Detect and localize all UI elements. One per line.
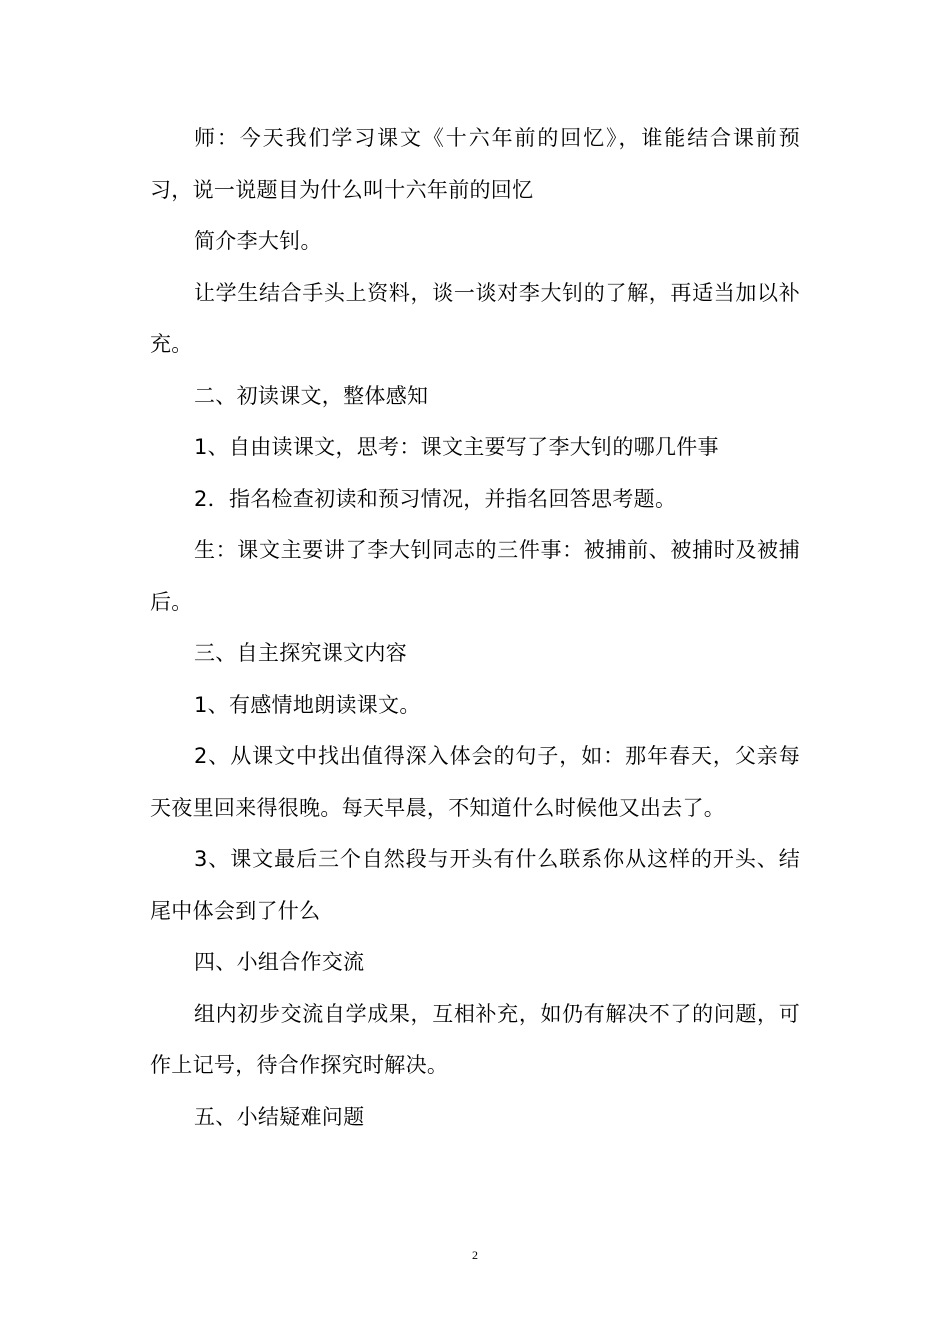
page-number: 2 bbox=[472, 1248, 478, 1262]
paragraph-step-1-read-aloud: 1、有感情地朗读课文。 bbox=[194, 692, 421, 717]
section-heading-summary: 五、小结疑难问题 bbox=[194, 1104, 365, 1129]
paragraph-step-2-find-sentences: 2、从课文中找出值得深入体会的句子，如：那年春天，父亲每天夜里回来得很晚。每天早晨，不知道什么时候他又出去了。 bbox=[150, 744, 800, 820]
paragraph-step-1-free-reading: 1、自由读课文，思考：课文主要写了李大钊的哪几件事 bbox=[194, 435, 719, 459]
section-heading-group-exchange: 四、小组合作交流 bbox=[194, 950, 365, 974]
paragraph-teacher-intro: 师：今天我们学习课文《十六年前的回忆》，谁能结合课前预习，说一说题目为什么叫十六年前的回忆 bbox=[150, 126, 800, 202]
paragraph-step-3-ending-connection: 3、课文最后三个自然段与开头有什么联系你从这样的开头、结尾中体会到了什么 bbox=[150, 847, 800, 923]
paragraph-student-materials: 让学生结合手头上资料，谈一谈对李大钊的了解，再适当加以补充。 bbox=[150, 280, 800, 356]
section-heading-self-exploration: 三、自主探究课文内容 bbox=[194, 641, 407, 665]
section-heading-first-reading: 二、初读课文，整体感知 bbox=[194, 383, 429, 408]
paragraph-student-answer: 生：课文主要讲了李大钊同志的三件事：被捕前、被捕时及被捕后。 bbox=[150, 538, 800, 614]
paragraph-group-exchange: 组内初步交流自学成果，互相补充，如仍有解决不了的问题，可作上记号，待合作探究时解决。 bbox=[150, 1001, 800, 1077]
document-body bbox=[150, 113, 800, 1143]
paragraph-step-2-check-reading: 2．指名检查初读和预习情况，并指名回答思考题。 bbox=[194, 486, 677, 511]
paragraph-introduce-li-dazhao: 简介李大钊。 bbox=[194, 229, 322, 253]
